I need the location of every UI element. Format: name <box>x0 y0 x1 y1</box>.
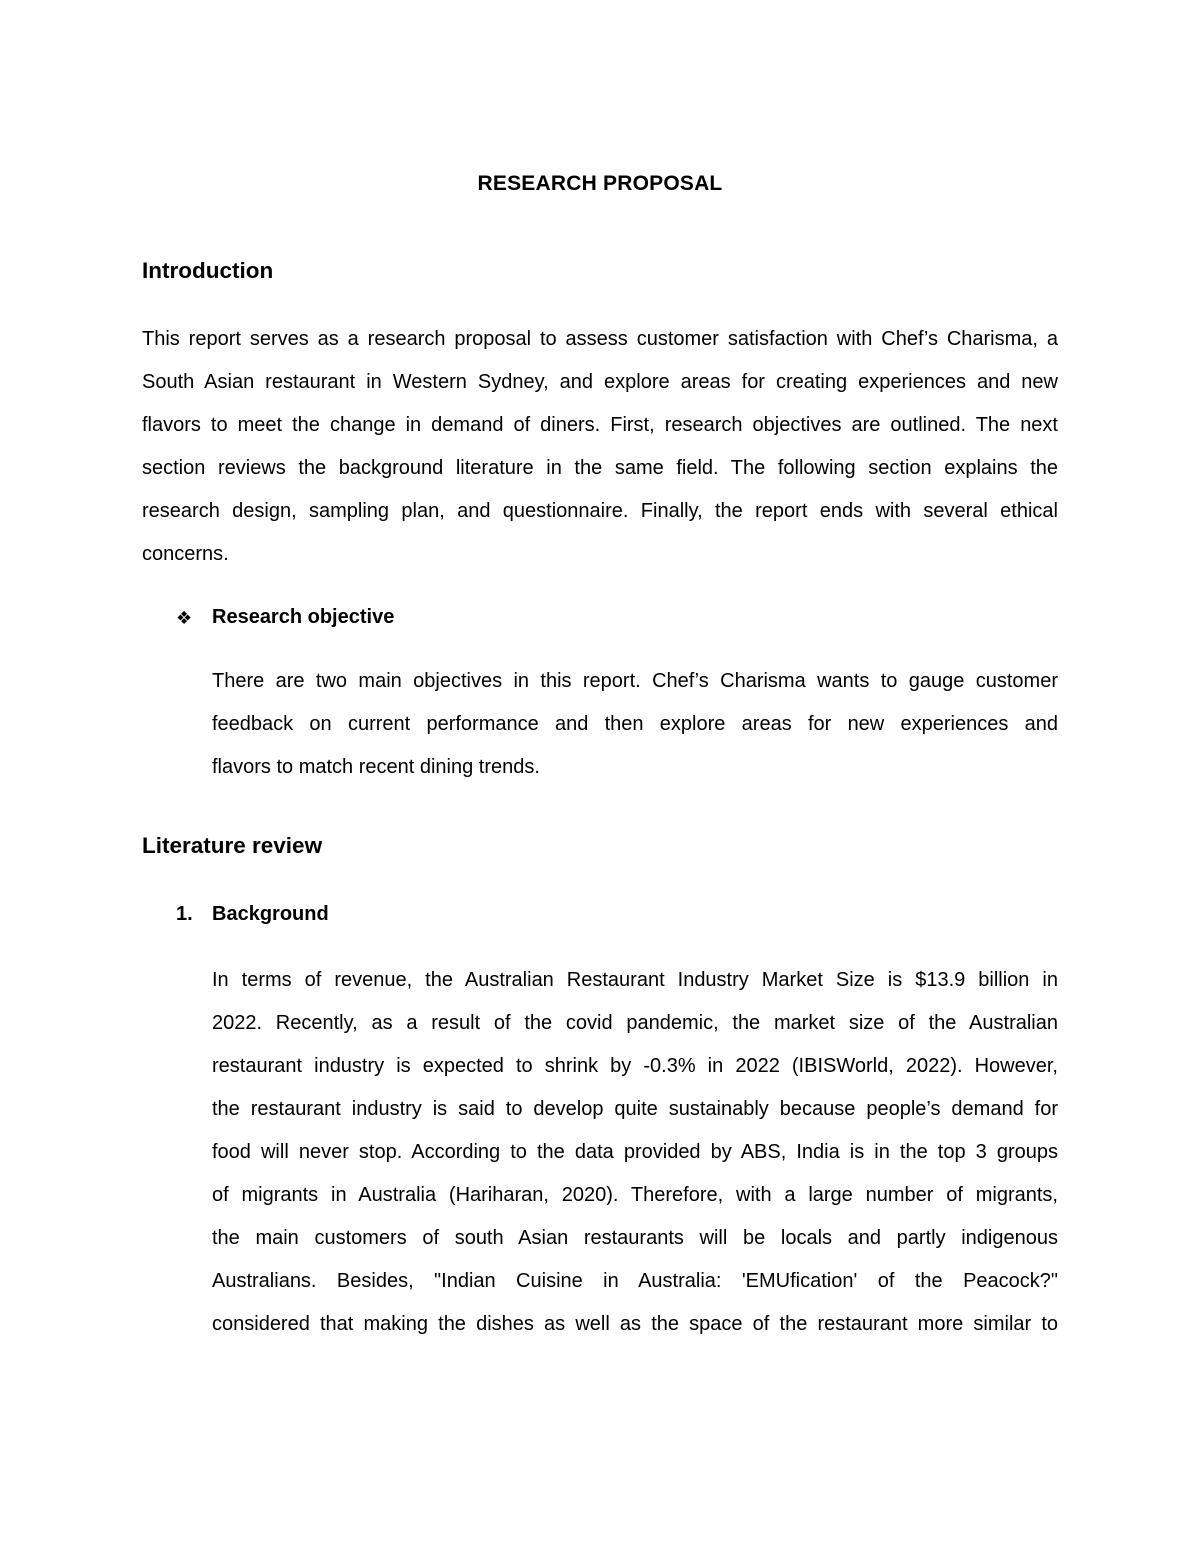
paragraph-line: concerns. <box>142 543 229 565</box>
paragraph-line: food will never stop. According to the data provided by ABS, India is in the top 3 groups <box>212 1141 1058 1163</box>
paragraph-line: section reviews the background literature in the same field. The following section explains the <box>142 457 1058 479</box>
paragraph-line: flavors to meet the change in demand of diners. First, research objectives are outlined. The next <box>142 414 1058 436</box>
literature-review-heading: Literature review <box>142 833 323 858</box>
paragraph-line: There are two main objectives in this report. Chef’s Charisma wants to gauge customer <box>212 670 1058 692</box>
document-title: RESEARCH PROPOSAL <box>477 172 723 195</box>
paragraph-line: flavors to match recent dining trends. <box>212 756 540 778</box>
diamond-bullet-icon: ❖ <box>176 608 193 628</box>
paragraph-line: feedback on current performance and then explore areas for new experiences and <box>212 713 1058 735</box>
research-objective-paragraph <box>212 660 1058 789</box>
background-heading: Background <box>212 903 329 925</box>
paragraph-line: This report serves as a research proposal to assess customer satisfaction with Chef’s Charisma, a <box>142 328 1058 350</box>
paragraph-line: Australians. Besides, "Indian Cuisine in Australia: 'EMUfication' of the Peacock?" <box>212 1270 1058 1292</box>
paragraph-line: South Asian restaurant in Western Sydney, and explore areas for creating experiences and new <box>142 371 1058 393</box>
background-paragraph <box>212 959 1058 1346</box>
paragraph-line: 2022. Recently, as a result of the covid pandemic, the market size of the Australian <box>212 1012 1058 1034</box>
paragraph-line: In terms of revenue, the Australian Restaurant Industry Market Size is $13.9 billion in <box>212 969 1058 991</box>
introduction-heading: Introduction <box>142 258 274 283</box>
paragraph-line: research design, sampling plan, and questionnaire. Finally, the report ends with several ethical <box>142 500 1058 522</box>
list-number: 1. <box>176 903 193 925</box>
paragraph-line: the restaurant industry is said to develop quite sustainably because people’s demand for <box>212 1098 1058 1120</box>
paragraph-line: considered that making the dishes as well as the space of the restaurant more similar to <box>212 1313 1058 1335</box>
paragraph-line: restaurant industry is expected to shrink by -0.3% in 2022 (IBISWorld, 2022). However, <box>212 1055 1058 1077</box>
paragraph-line: of migrants in Australia (Hariharan, 2020). Therefore, with a large number of migrants, <box>212 1184 1058 1206</box>
introduction-paragraph <box>142 318 1058 576</box>
research-objective-heading: Research objective <box>212 606 395 628</box>
paragraph-line: the main customers of south Asian restaurants will be locals and partly indigenous <box>212 1227 1058 1249</box>
